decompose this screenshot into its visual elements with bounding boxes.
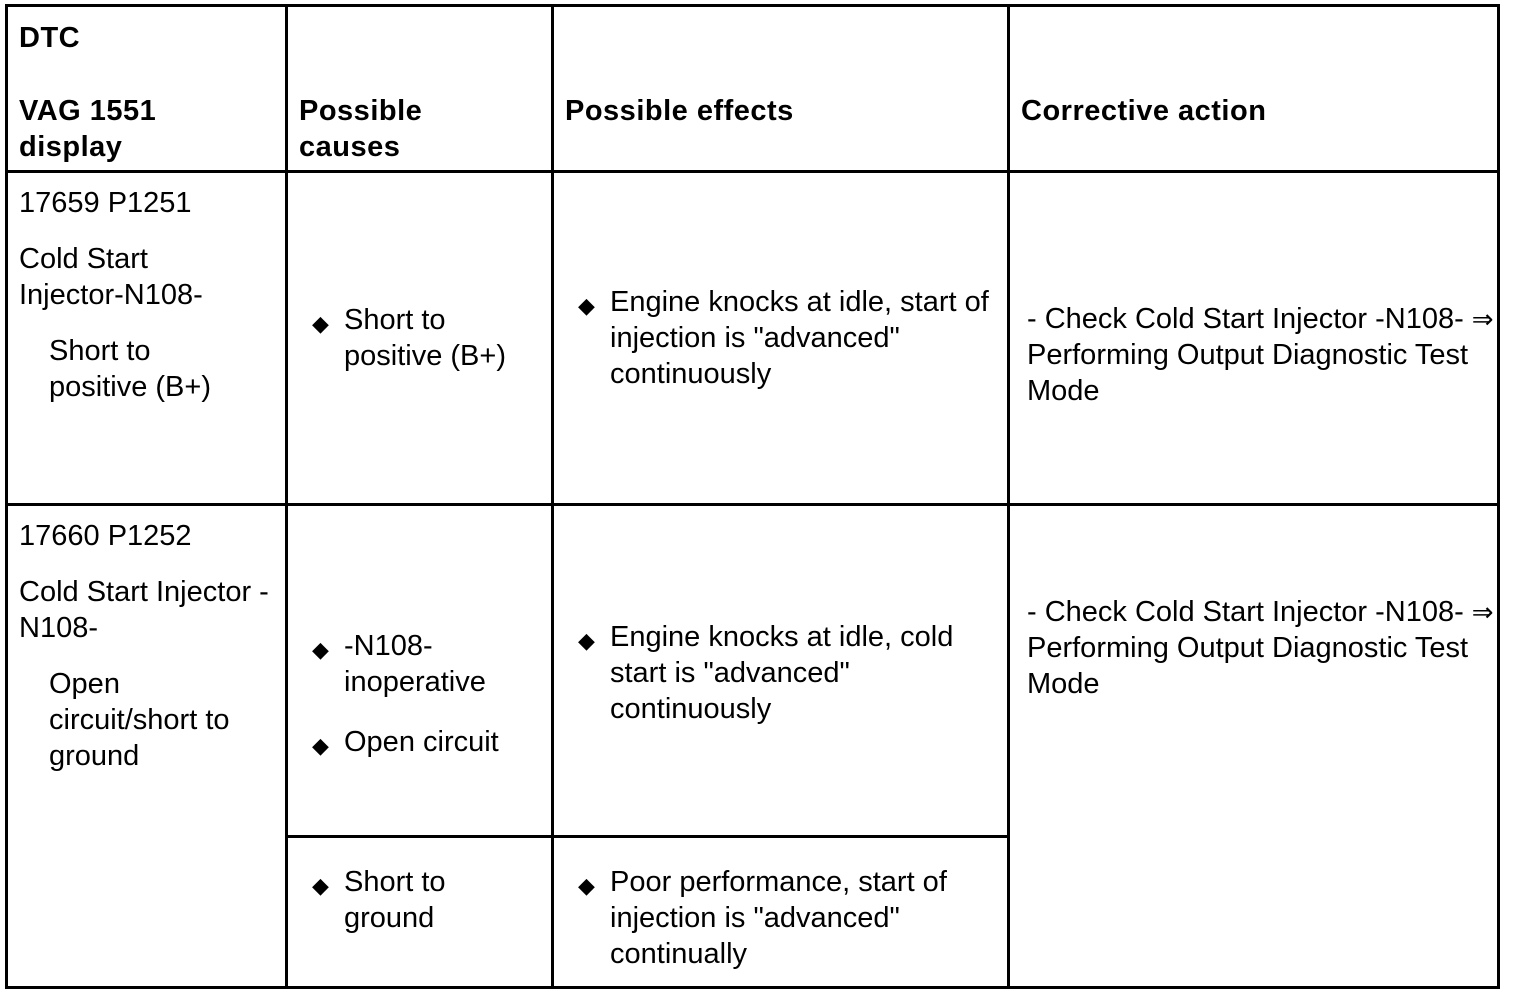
action-link[interactable]: Performing Output Diagnostic Test Mode: [1027, 339, 1469, 407]
list-item: [288, 302, 551, 374]
list-item: [288, 724, 551, 760]
effects-cell: [553, 172, 1009, 505]
header-causes-cell: [287, 6, 553, 172]
dtc-cell: [7, 172, 287, 505]
causes-cell: [287, 505, 553, 837]
effects-cell: [553, 837, 1009, 988]
corrective-action: [1010, 594, 1497, 702]
action-cell: [1009, 172, 1499, 505]
causes-cell: [287, 837, 553, 988]
action-link[interactable]: Performing Output Diagnostic Test Mode: [1027, 632, 1469, 700]
right-arrow-icon: ⇒: [1471, 597, 1494, 627]
effect-text: Engine knocks at idle, cold start is "advanced" continuously: [610, 620, 954, 725]
list-item: [554, 284, 1007, 392]
component-name: Cold Start Injector -N108-: [19, 576, 269, 644]
diamond-bullet-icon: ◆: [312, 873, 329, 898]
header-effects: Possible effects: [565, 95, 794, 127]
corrective-action: [1010, 267, 1497, 409]
cause-text: Short to positive (B+): [344, 304, 506, 372]
diamond-bullet-icon: ◆: [578, 627, 595, 653]
list-item: [554, 864, 1007, 972]
action-text: - Check Cold Start Injector -N108-: [1027, 303, 1464, 335]
action-cell: [1009, 505, 1499, 988]
causes-cell: [287, 172, 553, 505]
cause-text: -N108- inoperative: [344, 629, 486, 698]
header-causes: Possible causes: [299, 95, 423, 163]
fault-condition: Short to positive (B+): [49, 335, 211, 403]
diamond-bullet-icon: ◆: [312, 732, 329, 758]
list-item: [554, 615, 1007, 727]
effect-text: Poor performance, start of injection is "advanced" continually: [610, 866, 947, 970]
diamond-bullet-icon: ◆: [312, 636, 329, 662]
header-display: VAG 1551 display: [19, 95, 157, 163]
component-name: Cold Start Injector-N108-: [19, 243, 203, 311]
cause-text: Open circuit: [344, 725, 499, 758]
table-row: [7, 172, 1499, 505]
header-action-cell: [1009, 6, 1499, 172]
action-text: - Check Cold Start Injector -N108-: [1027, 596, 1464, 628]
header-effects-cell: [553, 6, 1009, 172]
dtc-table: [5, 4, 1500, 989]
header-dtc-cell: [7, 6, 287, 172]
dtc-cell: [7, 505, 287, 988]
dtc-code: 17659 P1251: [19, 187, 192, 219]
effect-text: Engine knocks at idle, start of injection is "advanced" continuously: [610, 286, 989, 390]
effects-cell: [553, 505, 1009, 837]
cause-text: Short to ground: [344, 866, 446, 934]
fault-condition: Open circuit/short to ground: [49, 668, 230, 772]
right-arrow-icon: ⇒: [1471, 304, 1494, 334]
header-row: [7, 6, 1499, 172]
list-item: [288, 864, 494, 936]
diamond-bullet-icon: ◆: [578, 873, 595, 898]
diamond-bullet-icon: ◆: [578, 293, 595, 318]
dtc-code: 17660 P1252: [19, 520, 192, 552]
list-item: [288, 628, 514, 700]
header-action: Corrective action: [1021, 95, 1267, 127]
table-row: [7, 505, 1499, 837]
diamond-bullet-icon: ◆: [312, 311, 329, 336]
header-dtc: DTC: [19, 22, 81, 54]
